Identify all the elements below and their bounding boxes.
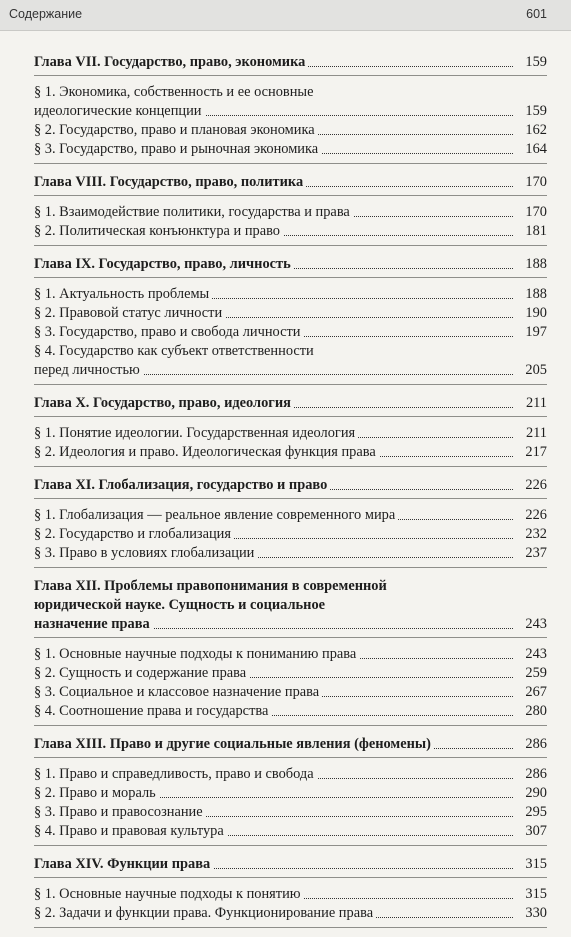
chapter-title: Глава XIII. Право и другие социальные явления (феномены) [34,736,434,752]
page-ref: 159 [525,103,547,119]
chapter-block [34,577,547,726]
chapter-divider [34,245,547,246]
chapter-title: Глава XII. Проблемы правопонимания в современной [34,577,513,596]
chapter-divider [34,416,547,417]
section-entry [34,140,547,159]
section-entry [34,702,547,721]
chapter-title: назначение права [34,616,153,632]
section-entry [34,784,547,803]
section-title: § 3. Право и правосознание [34,804,206,820]
page-number: 601 [526,7,547,21]
page-ref: 159 [525,54,547,70]
page-ref: 226 [525,507,547,523]
chapter-divider [34,163,547,164]
section-title: § 2. Идеология и право. Идеологическая функция права [34,444,379,460]
page-ref: 315 [525,886,547,902]
section-entry [34,83,547,121]
chapter-entry [34,577,547,634]
section-entry [34,424,547,443]
page-ref: 267 [525,684,547,700]
section-title: идеологические концепции [34,103,205,119]
section-title: § 3. Право в условиях глобализации [34,545,257,561]
section-entry [34,544,547,563]
chapter-title: Глава VIII. Государство, право, политика [34,174,306,190]
chapter-block [34,53,547,164]
chapter-divider [34,725,547,726]
section-title: § 2. Государство и глобализация [34,526,234,542]
section-entry [34,506,547,525]
chapter-divider [34,845,547,846]
page-ref: 226 [525,477,547,493]
section-entry [34,645,547,664]
chapter-divider [34,277,547,278]
chapter-block [34,476,547,568]
section-title: § 1. Актуальность проблемы [34,286,212,302]
section-title: § 2. Право и мораль [34,785,159,801]
section-entry [34,121,547,140]
section-entry [34,885,547,904]
chapter-divider [34,637,547,638]
page-ref: 217 [525,444,547,460]
page-ref: 211 [525,395,547,411]
section-title: § 1. Взаимодействие политики, государства и права [34,204,353,220]
page-ref: 190 [525,305,547,321]
section-title: перед личностью [34,362,143,378]
chapter-title: Глава IX. Государство, право, личность [34,256,294,272]
section-title: § 2. Сущность и содержание права [34,665,249,681]
page-ref: 315 [525,856,547,872]
chapter-divider [34,877,547,878]
section-title: § 3. Государство, право и свобода личности [34,324,303,340]
page-ref: 188 [525,256,547,272]
section-entry [34,822,547,841]
section-title: § 4. Соотношение права и государства [34,703,271,719]
chapter-divider [34,195,547,196]
page-ref: 286 [525,766,547,782]
running-head: Содержание [9,7,83,21]
page-ref: 170 [525,204,547,220]
chapter-divider [34,567,547,568]
page-ref: 307 [525,823,547,839]
chapter-block [34,394,547,467]
page-ref: 295 [525,804,547,820]
page-ref: 197 [525,324,547,340]
page-ref: 243 [525,616,547,632]
page-ref: 232 [525,526,547,542]
page-ref: 286 [525,736,547,752]
section-title: § 3. Государство, право и рыночная экономика [34,141,321,157]
chapter-divider [34,466,547,467]
chapter-entry [34,855,547,874]
page-ref: 259 [525,665,547,681]
page-ref: 181 [525,223,547,239]
section-entry [34,803,547,822]
section-title: § 2. Государство, право и плановая экономика [34,122,318,138]
chapter-block [34,173,547,246]
page-ref: 280 [525,703,547,719]
chapter-entry [34,255,547,274]
chapter-title: Глава XI. Глобализация, государство и право [34,477,330,493]
page-ref: 164 [525,141,547,157]
section-entry [34,304,547,323]
chapter-title: Глава VII. Государство, право, экономика [34,54,308,70]
chapter-divider [34,757,547,758]
section-title: § 4. Право и правовая культура [34,823,227,839]
section-entry [34,342,547,380]
section-title: § 1. Экономика, собственность и ее основные [34,83,513,102]
section-title: § 1. Понятие идеологии. Государственная идеология [34,425,358,441]
chapter-title: юридической науке. Сущность и социальное [34,596,513,615]
page-ref: 243 [525,646,547,662]
section-entry [34,904,547,923]
chapter-entry [34,173,547,192]
chapter-divider [34,927,547,928]
section-entry [34,443,547,462]
chapter-title: Глава XIV. Функции права [34,856,213,872]
section-entry [34,222,547,241]
page-ref: 237 [525,545,547,561]
table-of-contents [34,53,547,937]
section-title: § 1. Основные научные подходы к понятию [34,886,304,902]
section-title: § 1. Глобализация — реальное явление современного мира [34,507,398,523]
section-entry [34,203,547,222]
chapter-entry [34,476,547,495]
chapter-entry [34,394,547,413]
section-entry [34,323,547,342]
chapter-divider [34,498,547,499]
page-ref: 162 [525,122,547,138]
chapter-block [34,255,547,385]
page-ref: 188 [525,286,547,302]
chapter-entry [34,735,547,754]
section-title: § 1. Право и справедливость, право и свобода [34,766,317,782]
page-ref: 211 [525,425,547,441]
section-entry [34,683,547,702]
chapter-divider [34,384,547,385]
section-title: § 2. Задачи и функции права. Функционирование права [34,905,376,921]
chapter-divider [34,75,547,76]
chapter-block [34,855,547,928]
section-title: § 1. Основные научные подходы к пониманию права [34,646,359,662]
section-title: § 2. Политическая конъюнктура и право [34,223,283,239]
page-header [0,0,571,31]
page-ref: 330 [525,905,547,921]
chapter-entry [34,53,547,72]
section-entry [34,664,547,683]
page-ref: 205 [525,362,547,378]
page-ref: 170 [525,174,547,190]
chapter-title: Глава X. Государство, право, идеология [34,395,294,411]
section-entry [34,525,547,544]
section-entry [34,765,547,784]
section-entry [34,285,547,304]
page-ref: 290 [525,785,547,801]
section-title: § 4. Государство как субъект ответственности [34,342,513,361]
chapter-block [34,735,547,846]
section-title: § 2. Правовой статус личности [34,305,225,321]
section-title: § 3. Социальное и классовое назначение права [34,684,322,700]
